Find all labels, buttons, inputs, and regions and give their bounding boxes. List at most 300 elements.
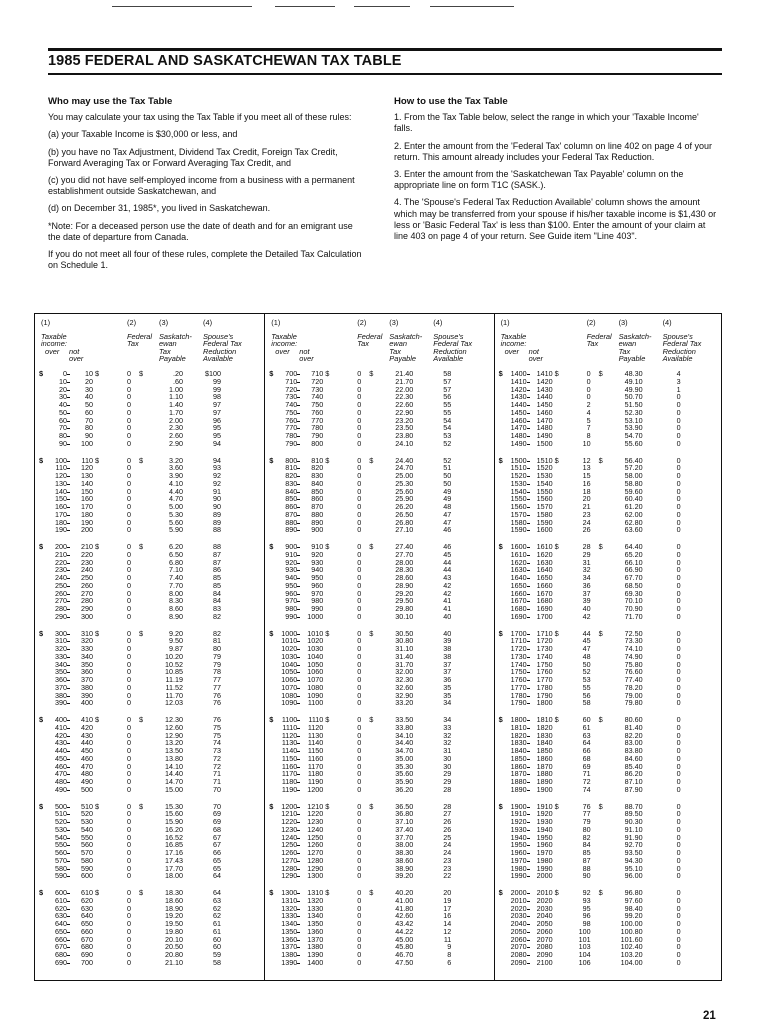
saskatchewan-tax-value: 37.40 <box>395 824 414 834</box>
taxable-over-value: 1990 <box>510 871 527 881</box>
taxable-over-value: 140 <box>55 486 67 496</box>
saskatchewan-tax-value: 10.52 <box>165 659 183 669</box>
dollar-sign: $ <box>554 888 559 897</box>
saskatchewan-tax <box>371 889 413 967</box>
spouse-reduction-value: 40 <box>443 628 452 638</box>
table-block <box>265 457 493 542</box>
federal-tax-value: 0 <box>127 926 131 936</box>
spouse-reduction-value: 0 <box>676 730 681 740</box>
federal-tax-value: 84 <box>582 840 591 850</box>
spouse-reduction-value: 55 <box>443 407 452 417</box>
taxable-over-value: 570 <box>55 855 67 865</box>
spouse-reduction-value: 0 <box>676 542 681 551</box>
saskatchewan-tax-value: 92.70 <box>624 840 643 850</box>
who-note: *Note: For a deceased person use the date of death and for an emigrant use the date of departure from Canada. <box>48 220 353 242</box>
spouse-reduction-value: 0 <box>676 753 681 763</box>
taxable-over-value: 100 <box>55 455 67 465</box>
spouse-reduction-value: 72 <box>213 753 221 763</box>
federal-tax-value: 0 <box>357 888 362 897</box>
how-heading: How to use the Tax Table <box>394 96 508 107</box>
saskatchewan-tax-value: 24.40 <box>395 455 414 465</box>
taxable-not-over <box>69 543 93 621</box>
taxable-not-over-value: 150 <box>81 486 93 496</box>
taxable-over-value: 530 <box>55 824 67 834</box>
saskatchewan-tax-value: 68.50 <box>624 580 643 590</box>
spouse-reduction-value: 77 <box>213 675 221 684</box>
saskatchewan-tax-value: 26.50 <box>395 509 414 519</box>
federal-tax-value: 0 <box>357 926 362 936</box>
taxable-not-over-value: 240 <box>81 565 93 575</box>
dollar-sign: $ <box>269 455 274 465</box>
taxable-over-value: 1840 <box>510 746 527 755</box>
federal-tax-value: 36 <box>582 580 591 590</box>
taxable-over-value: 1940 <box>510 832 527 842</box>
taxable-not-over-value: 1900 <box>536 784 553 794</box>
taxable-over-value: 1240 <box>281 832 298 842</box>
federal-tax-value: 0 <box>357 438 362 448</box>
spouse-reduction-value: 64 <box>213 871 221 881</box>
taxable-over-value: 1690 <box>510 611 527 621</box>
taxable-over-value: 1110 <box>282 722 298 732</box>
federal-tax-value: 0 <box>357 628 362 638</box>
spouse-reduction-value: 28 <box>443 784 452 794</box>
taxable-over-value: 1500 <box>510 455 527 465</box>
dollar-sign: $ <box>139 455 144 465</box>
taxable-over-value: 2020 <box>510 903 527 913</box>
federal-tax-value: 0 <box>127 431 131 440</box>
saskatchewan-tax-value: 36.50 <box>395 801 414 811</box>
saskatchewan-tax-value: 33.20 <box>395 698 414 708</box>
saskatchewan-tax-value: 9.20 <box>169 628 183 638</box>
spouse-reduction-value: 50 <box>443 478 452 488</box>
federal-tax-value: 0 <box>357 376 362 386</box>
table-block <box>495 889 723 974</box>
spouse-reduction-value: 65 <box>213 863 221 873</box>
header-federal-tax <box>127 319 152 348</box>
saskatchewan-tax-value: 25.00 <box>395 471 414 480</box>
saskatchewan-tax <box>598 455 643 535</box>
saskatchewan-tax-value: 5.00 <box>169 502 183 511</box>
table-block <box>35 803 264 888</box>
federal-tax-value: 0 <box>357 761 362 771</box>
spouse-reduction-value: 0 <box>676 628 681 638</box>
header-text: Payable <box>389 354 417 364</box>
federal-tax-value: 80 <box>582 824 591 834</box>
spouse-reduction-value: 0 <box>676 738 681 748</box>
dollar-sign: $ <box>369 715 374 724</box>
saskatchewan-tax <box>371 543 413 621</box>
taxable-over-value: 770 <box>285 423 298 433</box>
saskatchewan-tax-value: 84.60 <box>624 753 643 763</box>
federal-tax-value: 0 <box>127 809 131 819</box>
saskatchewan-tax-value: 2.90 <box>169 438 183 448</box>
taxable-over-value: 670 <box>55 942 67 952</box>
spouse-reduction-value: 47 <box>443 517 452 527</box>
taxable-not-over-value: 400 <box>81 698 93 708</box>
spouse-reduction-value: 37 <box>443 667 452 677</box>
taxable-not-over-value: 1780 <box>536 682 553 692</box>
federal-tax-value: 0 <box>357 415 362 425</box>
taxable-not-over-value: 1250 <box>307 832 324 842</box>
tax-table <box>34 313 722 981</box>
saskatchewan-tax-value: 47.50 <box>395 957 414 967</box>
taxable-over-value: 1520 <box>510 471 527 480</box>
federal-tax-value: 0 <box>127 801 131 811</box>
who-may-use-section <box>48 96 366 277</box>
federal-tax <box>559 457 591 535</box>
saskatchewan-tax-value: 30.10 <box>395 611 414 621</box>
federal-tax-value: 0 <box>357 746 362 755</box>
saskatchewan-tax-value: 26.80 <box>395 517 414 527</box>
taxable-not-over-value: 1120 <box>307 722 324 732</box>
federal-tax-value: 0 <box>357 573 362 582</box>
saskatchewan-tax-value: 81.40 <box>624 722 643 732</box>
spouse-reduction-value: 0 <box>676 644 681 653</box>
taxable-not-over-value: 700 <box>81 957 93 967</box>
saskatchewan-tax-value: 48.30 <box>624 369 643 378</box>
taxable-not-over-value: 980 <box>311 596 324 606</box>
spouse-reduction-value: 52 <box>443 438 452 448</box>
taxable-not-over-value: 790 <box>311 431 324 440</box>
taxable-over-value: 960 <box>285 588 298 598</box>
taxable-over-value: 1090 <box>281 698 298 708</box>
header-text: Federal Tax <box>433 339 473 349</box>
federal-tax-value: 0 <box>127 463 131 473</box>
federal-tax-value: 0 <box>357 957 362 967</box>
table-block <box>265 630 493 715</box>
federal-tax <box>559 630 591 708</box>
header-text: Available <box>662 354 693 364</box>
taxable-over-value: 1100 <box>281 715 298 724</box>
taxable-over-value: 730 <box>285 392 298 402</box>
federal-tax-value: 0 <box>357 738 362 748</box>
taxable-over-value: 1800 <box>510 715 527 724</box>
saskatchewan-tax-value: 5.60 <box>169 517 183 527</box>
taxable-over-value: 290 <box>55 611 67 621</box>
spouse-reduction-value: 0 <box>676 911 681 921</box>
taxable-over <box>273 889 297 967</box>
taxable-not-over-value: 1990 <box>536 863 553 873</box>
taxable-not-over <box>299 543 323 621</box>
federal-tax-value: 18 <box>582 486 591 496</box>
dollar-sign: $ <box>325 888 330 897</box>
federal-tax-value: 0 <box>357 659 362 669</box>
taxable-not-over <box>529 457 553 535</box>
spouse-reduction-value: 35 <box>443 690 452 700</box>
federal-tax-value: 10 <box>582 438 591 448</box>
saskatchewan-tax-value: 15.60 <box>165 809 183 819</box>
federal-tax-value: 0 <box>357 557 362 567</box>
taxable-over <box>43 543 67 621</box>
taxable-over-value: 170 <box>55 509 67 519</box>
federal-tax-value: 0 <box>357 423 362 433</box>
table-block <box>265 889 493 974</box>
spouse-reduction-value: 44 <box>443 565 452 575</box>
federal-tax-value: 0 <box>357 824 362 834</box>
federal-tax <box>329 889 361 967</box>
dollar-sign: $ <box>598 628 603 638</box>
spouse-reduction-value: 90 <box>213 502 221 511</box>
federal-tax-value: 104 <box>578 950 591 959</box>
taxable-not-over-value: 890 <box>311 517 324 527</box>
federal-tax-value: 0 <box>357 784 362 794</box>
spouse-reduction-value: 0 <box>676 746 681 755</box>
saskatchewan-tax-value: 43.42 <box>395 919 414 928</box>
spouse-reduction-value: 96 <box>213 415 221 425</box>
taxable-over-value: 160 <box>55 502 67 511</box>
saskatchewan-tax-value: 29.20 <box>395 588 414 598</box>
federal-tax-value: 0 <box>127 919 131 928</box>
saskatchewan-tax-value: 9.87 <box>169 644 183 653</box>
spouse-reduction-value: 0 <box>676 871 681 881</box>
taxable-not-over-value: 140 <box>81 478 93 488</box>
taxable-over-value: 1490 <box>510 438 527 448</box>
federal-tax-value: 0 <box>357 611 362 621</box>
taxable-over-value: 1450 <box>510 407 527 417</box>
page-number: 21 <box>703 1010 716 1022</box>
saskatchewan-tax-value: 22.30 <box>395 392 414 402</box>
header-text: (4) <box>662 318 672 327</box>
saskatchewan-tax-value: 12.03 <box>165 698 183 708</box>
taxable-not-over-value: 1700 <box>536 611 553 621</box>
taxable-over-value: 1290 <box>281 871 298 881</box>
taxable-over-value: 1190 <box>281 784 298 794</box>
saskatchewan-tax-value: 37.10 <box>395 817 414 826</box>
taxable-not-over-value: 1200 <box>307 784 324 794</box>
federal-tax-value: 0 <box>357 502 362 511</box>
taxable-not-over-value: 50 <box>85 400 93 409</box>
federal-tax-value: 0 <box>586 384 591 394</box>
federal-tax-value: 0 <box>357 855 362 865</box>
saskatchewan-tax-value: 100.80 <box>620 926 643 936</box>
spouse-reduction-value: 50 <box>443 471 452 480</box>
spouse-reduction <box>417 716 451 794</box>
spouse-reduction-value: 0 <box>676 769 681 779</box>
federal-tax <box>329 630 361 708</box>
saskatchewan-tax-value: 18.00 <box>165 871 183 881</box>
federal-tax-value: 0 <box>127 502 131 511</box>
spouse-reduction-value: 57 <box>443 384 452 394</box>
spouse-reduction-value: 58 <box>443 369 452 378</box>
dollar-sign: $ <box>498 888 503 897</box>
saskatchewan-tax-value: 55.60 <box>624 438 643 448</box>
spouse-reduction-value: 99 <box>213 376 221 386</box>
taxable-over-value: 950 <box>285 580 298 590</box>
taxable-over-value: 630 <box>55 911 67 921</box>
saskatchewan-tax-value: 74.90 <box>624 651 643 661</box>
taxable-over-value: 860 <box>285 502 298 511</box>
federal-tax-value: 68 <box>582 753 591 763</box>
saskatchewan-tax-value: 12.90 <box>165 730 183 740</box>
spouse-reduction-value: 0 <box>676 471 681 480</box>
saskatchewan-tax-value: 83.00 <box>624 738 643 748</box>
spouse-reduction-value: 0 <box>676 517 681 527</box>
federal-tax-value: 0 <box>357 919 362 928</box>
taxable-over-value: 1480 <box>510 431 527 440</box>
saskatchewan-tax-value: 4.70 <box>169 494 183 504</box>
taxable-not-over-value: 40 <box>85 392 93 402</box>
spouse-reduction-value: 76 <box>213 715 221 724</box>
federal-tax-value: 0 <box>357 478 362 488</box>
taxable-over-value: 190 <box>55 525 67 535</box>
taxable-not-over-value: 1580 <box>536 509 553 519</box>
saskatchewan-tax-value: 1.10 <box>169 392 183 402</box>
taxable-not-over-value: 1620 <box>536 549 553 559</box>
dollar-sign: $ <box>269 888 274 897</box>
taxable-over-value: 1070 <box>281 682 298 692</box>
taxable-over-value: 970 <box>285 596 298 606</box>
taxable-not-over-value: 1690 <box>536 604 553 613</box>
federal-tax <box>329 543 361 621</box>
taxable-not-over-value: 730 <box>311 384 324 394</box>
taxable-not-over-value: 1650 <box>536 573 553 582</box>
taxable-not-over-value: 710 <box>311 369 324 378</box>
saskatchewan-tax-value: 12.60 <box>165 722 183 732</box>
federal-tax-value: 0 <box>127 817 131 826</box>
federal-tax-value: 44 <box>582 628 591 638</box>
federal-tax-value: 76 <box>582 801 591 811</box>
table-block <box>35 889 264 974</box>
saskatchewan-tax-value: 56.40 <box>624 455 643 465</box>
saskatchewan-tax-value: 38.90 <box>395 863 414 873</box>
saskatchewan-tax-value: 27.40 <box>395 542 414 551</box>
federal-tax-value: 69 <box>582 761 591 771</box>
spouse-reduction-value: 65 <box>213 855 221 865</box>
taxable-not-over-value: 320 <box>81 636 93 646</box>
taxable-over-value: 1570 <box>510 509 527 519</box>
spouse-reduction-value: 28 <box>443 801 452 811</box>
saskatchewan-tax-value: 90.30 <box>624 817 643 826</box>
spouse-reduction-value: 0 <box>676 557 681 567</box>
spouse-reduction-value: 58 <box>213 957 221 967</box>
taxable-over-value: 2050 <box>510 926 527 936</box>
federal-tax-value: 0 <box>357 431 362 440</box>
federal-tax-value: 0 <box>357 753 362 763</box>
header-text: (3) <box>159 318 169 327</box>
spouse-reduction <box>417 889 451 967</box>
taxable-over-value: 780 <box>285 431 298 440</box>
federal-tax-value: 45 <box>582 636 591 646</box>
taxable-not-over <box>69 716 93 794</box>
federal-tax-value: 0 <box>127 384 131 394</box>
spouse-reduction-value: 66 <box>213 848 221 857</box>
taxable-over-value: 1380 <box>281 950 298 959</box>
dollar-sign: $ <box>325 455 330 465</box>
federal-tax-value: 0 <box>357 509 362 519</box>
federal-tax-value: 0 <box>586 376 591 386</box>
federal-tax-value: 0 <box>357 542 362 551</box>
dollar-sign: $ <box>498 455 503 465</box>
taxable-not-over-value: 1640 <box>536 565 553 575</box>
saskatchewan-tax <box>141 803 183 881</box>
spouse-reduction-value: 54 <box>443 415 452 425</box>
taxable-not-over-value: 520 <box>81 809 93 819</box>
federal-tax-value: 47 <box>582 644 591 653</box>
spouse-reduction-value: 0 <box>676 919 681 928</box>
spouse-reduction-value: 41 <box>443 604 452 613</box>
dollar-sign: $ <box>39 801 44 811</box>
saskatchewan-tax-value: 15.00 <box>165 784 183 794</box>
taxable-not-over-value: 1110 <box>308 715 324 724</box>
spouse-reduction-value: 14 <box>443 919 452 928</box>
spouse-reduction-value: 94 <box>213 438 221 448</box>
taxable-over-value: 1550 <box>510 494 527 504</box>
saskatchewan-tax-value: 33.80 <box>395 722 414 732</box>
saskatchewan-tax-value: 3.20 <box>169 455 183 465</box>
spouse-reduction-value: 0 <box>676 525 681 535</box>
federal-tax-value: 0 <box>127 950 131 959</box>
taxable-over <box>273 630 297 708</box>
spouse-reduction <box>187 716 221 794</box>
taxable-over-value: 540 <box>55 832 67 842</box>
table-block <box>495 370 723 455</box>
federal-tax-value: 0 <box>127 769 131 779</box>
spouse-reduction <box>417 457 451 535</box>
taxable-over-value: 820 <box>285 471 298 480</box>
spouse-reduction-value: 61 <box>213 926 221 936</box>
taxable-over-value: 1050 <box>281 667 298 677</box>
taxable-not-over-value: 1570 <box>536 502 553 511</box>
header-text: (4) <box>433 318 443 327</box>
header-text: income: <box>500 339 527 349</box>
saskatchewan-tax-value: 32.90 <box>395 690 414 700</box>
taxable-over-value: 1970 <box>510 855 527 865</box>
saskatchewan-tax-value: 74.10 <box>624 644 643 653</box>
taxable-not-over-value: 1340 <box>307 911 324 921</box>
dollar-sign: $ <box>39 888 44 897</box>
saskatchewan-tax-value: 89.50 <box>624 809 643 819</box>
spouse-reduction-value: 36 <box>443 675 452 684</box>
saskatchewan-tax-value: 12.30 <box>165 715 183 724</box>
taxable-not-over-value: 1530 <box>536 471 553 480</box>
taxable-not-over-value: 910 <box>311 542 324 551</box>
saskatchewan-tax-value: 87.90 <box>624 784 643 794</box>
taxable-over-value: 90 <box>59 438 67 448</box>
taxable-over-value: 50 <box>59 407 67 417</box>
federal-tax-value: 0 <box>357 565 362 575</box>
taxable-not-over-value: 420 <box>81 722 93 732</box>
saskatchewan-tax-value: 65.20 <box>624 549 643 559</box>
spouse-reduction-value: 0 <box>676 407 681 417</box>
taxable-not-over-value: 1910 <box>536 801 553 811</box>
taxable-not-over-value: 340 <box>81 651 93 661</box>
taxable-not-over-value: 1770 <box>536 675 553 684</box>
taxable-not-over-value: 1320 <box>307 895 324 905</box>
taxable-not-over-value: 360 <box>81 667 93 677</box>
taxable-not-over-value: 430 <box>81 730 93 740</box>
spouse-reduction-value: 53 <box>443 431 452 440</box>
taxable-not-over-value: 690 <box>81 950 93 959</box>
federal-tax-value: 0 <box>357 369 362 378</box>
saskatchewan-tax-value: 16.85 <box>165 840 183 850</box>
spouse-reduction-value: 1 <box>676 384 681 394</box>
taxable-not-over-value: 1830 <box>536 730 553 740</box>
federal-tax-value: 0 <box>127 604 131 613</box>
taxable-over-value: 1610 <box>510 549 527 559</box>
taxable-over-value: 1460 <box>510 415 527 425</box>
spouse-reduction-value: 87 <box>213 549 221 559</box>
taxable-over <box>273 457 297 535</box>
taxable-over-value: 1590 <box>510 525 527 535</box>
spouse-reduction-value: 75 <box>213 730 221 740</box>
taxable-over-value: 460 <box>55 761 67 771</box>
taxable-not-over-value: 930 <box>311 557 324 567</box>
taxable-not-over-value: 1400 <box>307 957 324 967</box>
federal-tax-value: 31 <box>582 557 591 567</box>
taxable-over-value: 240 <box>55 573 67 582</box>
dollar-sign: $ <box>598 369 603 378</box>
dollar-sign: $ <box>39 542 44 551</box>
